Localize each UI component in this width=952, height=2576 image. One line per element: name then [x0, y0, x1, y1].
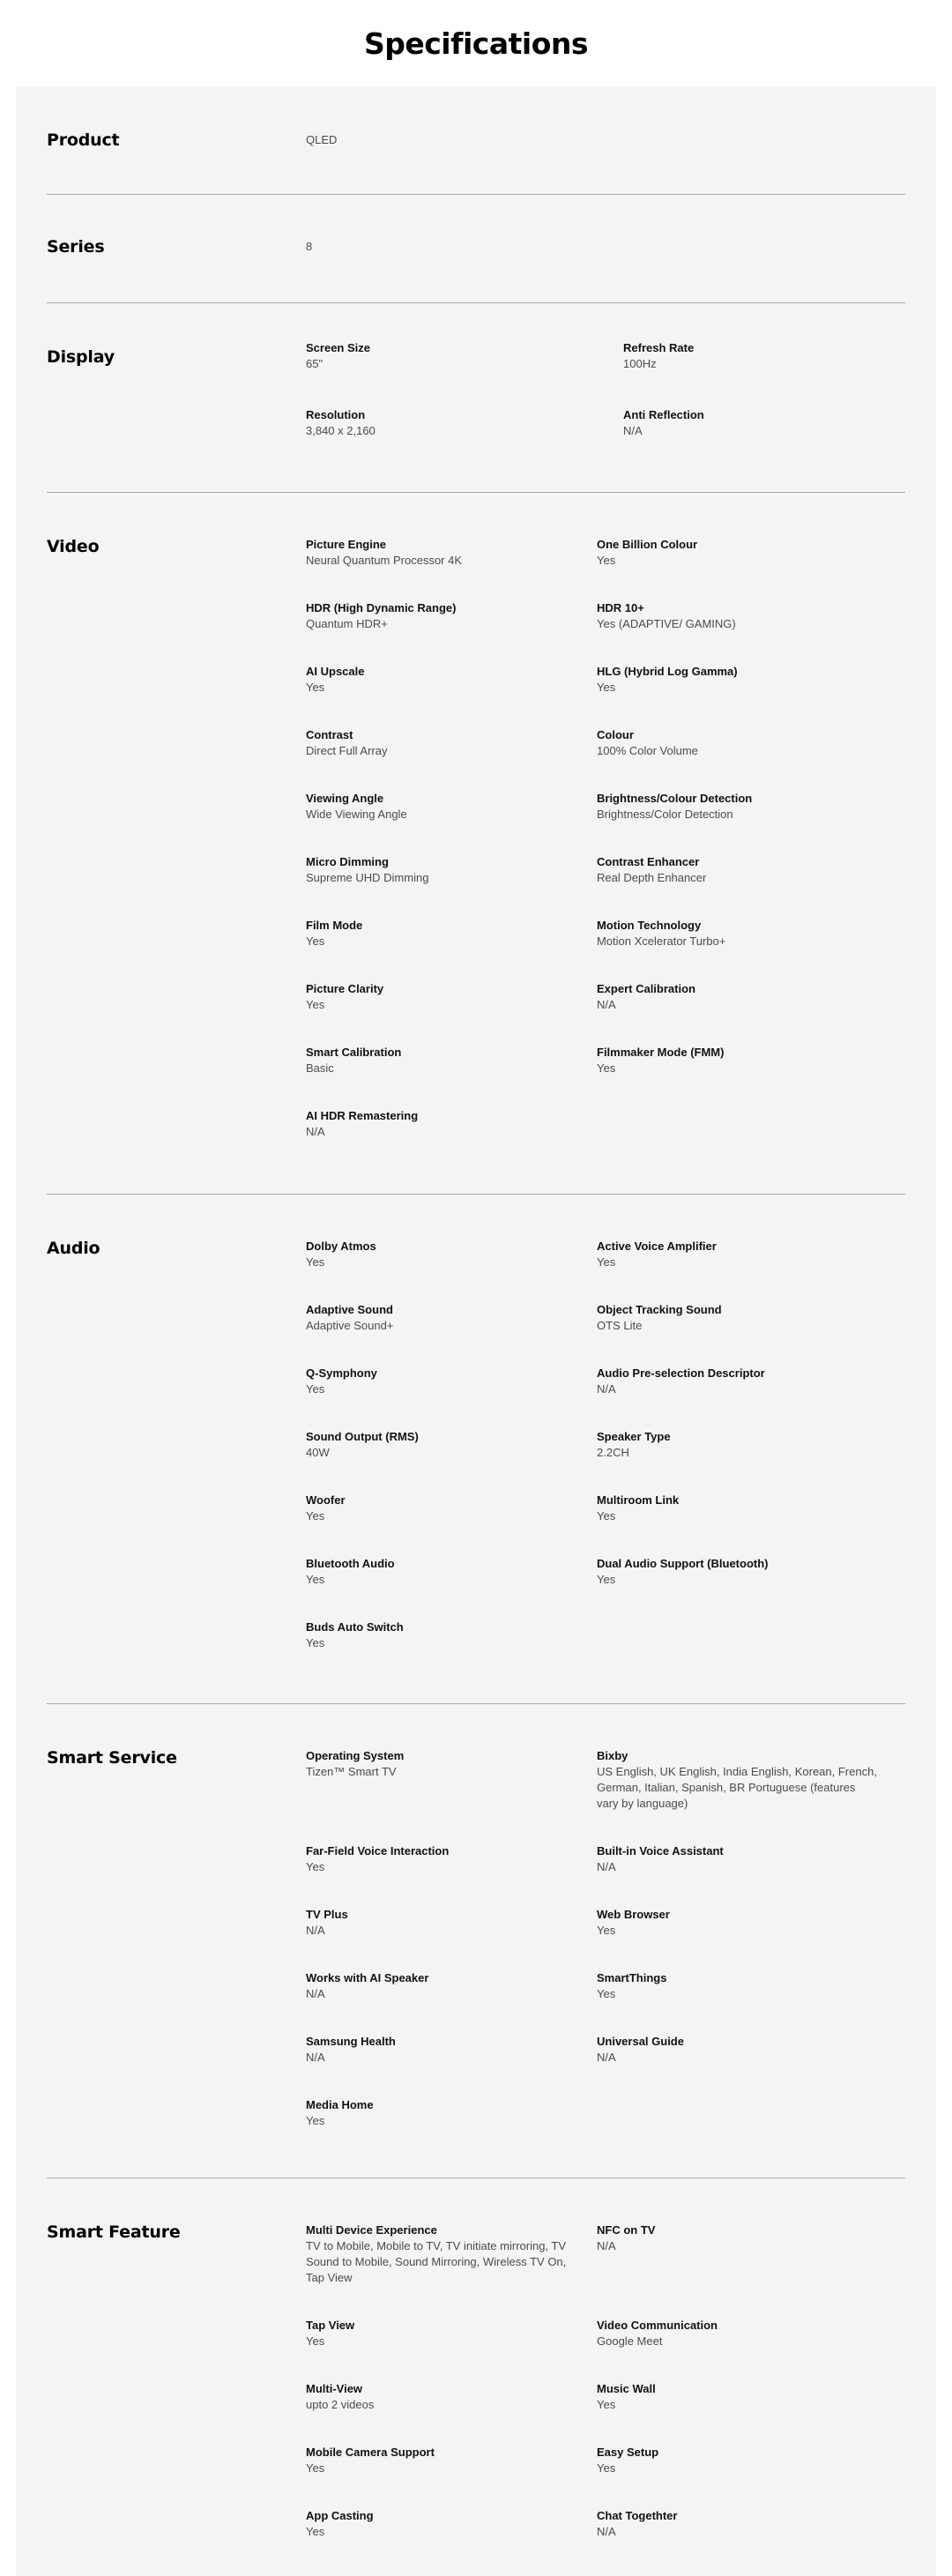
spec-value: N/A — [306, 1125, 325, 1138]
spec-value: Motion Xcelerator Turbo+ — [597, 934, 726, 948]
spec-value: N/A — [597, 1860, 616, 1873]
spec-value: Yes — [306, 1573, 325, 1586]
spec-value: N/A — [597, 2239, 616, 2252]
spec-value: QLED — [306, 133, 338, 146]
spec-item — [306, 1619, 570, 1651]
spec-value: 8 — [306, 240, 313, 253]
spec-item — [306, 1748, 570, 1780]
spec-label: Motion Technology — [597, 919, 702, 932]
spec-item — [306, 918, 570, 949]
spec-value: N/A — [597, 998, 616, 1011]
spec-item — [306, 1843, 570, 1875]
spec-item — [597, 727, 879, 759]
spec-value: Yes — [597, 1924, 616, 1937]
spec-item — [597, 1239, 879, 1270]
spec-value: Yes — [306, 2461, 325, 2475]
spec-value: OTS Lite — [597, 1319, 643, 1332]
spec-label: Far-Field Voice Interaction — [306, 1844, 450, 1858]
spec-item — [306, 1493, 570, 1524]
spec-label: Smart Calibration — [306, 1046, 402, 1059]
spec-label: Film Mode — [306, 919, 363, 932]
spec-value: Basic — [306, 1061, 334, 1075]
spec-value: Yes — [306, 998, 325, 1011]
section-display — [47, 303, 905, 493]
spec-value: TV to Mobile, Mobile to TV, TV initiate mirroring, TV Sound to Mobile, Sound Mirroring, Wireless TV On, Tap View — [306, 2239, 567, 2284]
spec-label: Web Browser — [597, 1908, 670, 1921]
spec-value: N/A — [597, 2525, 616, 2538]
spec-item — [597, 1556, 879, 1588]
spec-item — [597, 1493, 879, 1524]
spec-label: AI Upscale — [306, 665, 365, 678]
spec-item — [306, 2318, 570, 2349]
spec-value: Yes — [306, 934, 325, 948]
spec-label: Multiroom Link — [597, 1493, 680, 1507]
spec-label: HDR 10+ — [597, 601, 644, 614]
spec-item — [597, 1366, 879, 1397]
spec-label: Tap View — [306, 2319, 355, 2332]
spec-item — [597, 1045, 879, 1076]
spec-value: Yes — [597, 2398, 616, 2411]
spec-value: 2.2CH — [597, 1446, 629, 1459]
spec-value: Yes — [597, 2461, 616, 2475]
spec-label: Anti Reflection — [623, 408, 704, 421]
spec-item — [597, 2034, 879, 2066]
spec-value: Real Depth Enhancer — [597, 871, 707, 884]
section-series — [47, 195, 905, 303]
section-title: Product — [47, 130, 120, 150]
spec-value: Yes — [306, 681, 325, 694]
spec-item — [306, 2034, 570, 2066]
section-title: Smart Feature — [47, 2222, 181, 2242]
spec-value: N/A — [597, 1382, 616, 1396]
spec-item — [597, 791, 879, 823]
spec-label: Active Voice Amplifier — [597, 1240, 717, 1253]
spec-label: Viewing Angle — [306, 792, 384, 805]
spec-value: Brightness/Color Detection — [597, 808, 733, 821]
spec-label: Operating System — [306, 1749, 405, 1762]
spec-label: Brightness/Colour Detection — [597, 792, 753, 805]
spec-value: Yes — [597, 554, 616, 567]
spec-item — [306, 600, 570, 632]
spec-item — [597, 1429, 879, 1461]
spec-value: Yes — [597, 1509, 616, 1523]
section-product — [47, 86, 905, 195]
spec-value: 100% Color Volume — [597, 744, 698, 757]
spec-label: Buds Auto Switch — [306, 1620, 404, 1634]
spec-label: Built-in Voice Assistant — [597, 1844, 724, 1858]
spec-label: Bixby — [597, 1749, 628, 1762]
spec-label: Speaker Type — [597, 1430, 671, 1443]
spec-value: Direct Full Array — [306, 744, 388, 757]
spec-value: US English, UK English, India English, Korean, French, German, Italian, Spanish, BR Portuguese (features vary by language) — [597, 1765, 877, 1810]
spec-label: Expert Calibration — [597, 982, 695, 995]
section-title: Video — [47, 537, 100, 556]
spec-item — [597, 1302, 879, 1334]
spec-value: Yes (ADAPTIVE/ GAMING) — [597, 617, 736, 630]
spec-item — [306, 1970, 570, 2002]
spec-label: Media Home — [306, 2098, 374, 2111]
spec-label: Chat Togethter — [597, 2509, 678, 2522]
spec-value: Tizen™ Smart TV — [306, 1765, 397, 1778]
spec-label: Filmmaker Mode (FMM) — [597, 1046, 725, 1059]
spec-label: Refresh Rate — [623, 341, 695, 354]
section-title: Display — [47, 347, 115, 367]
spec-item — [306, 1108, 570, 1140]
spec-value: Yes — [306, 1860, 325, 1873]
spec-value: N/A — [306, 1924, 325, 1937]
section-title: Smart Service — [47, 1748, 177, 1768]
spec-label: Dual Audio Support (Bluetooth) — [597, 1557, 769, 1570]
spec-item — [597, 2508, 879, 2540]
spec-item — [597, 600, 879, 632]
spec-item — [306, 1556, 570, 1588]
spec-item — [306, 1366, 570, 1397]
spec-label: Colour — [597, 728, 634, 741]
spec-label: Adaptive Sound — [306, 1303, 393, 1316]
spec-item — [306, 407, 570, 439]
spec-label: Picture Engine — [306, 538, 387, 551]
spec-label: Video Communication — [597, 2319, 718, 2332]
spec-label: Object Tracking Sound — [597, 1303, 722, 1316]
spec-item — [306, 239, 747, 255]
spec-label: One Billion Colour — [597, 538, 698, 551]
spec-value: Yes — [306, 2114, 325, 2127]
spec-item — [597, 537, 879, 569]
spec-value: N/A — [623, 424, 643, 437]
spec-item — [597, 854, 879, 886]
spec-item — [306, 1429, 570, 1461]
spec-item — [306, 791, 570, 823]
spec-value: 40W — [306, 1446, 330, 1459]
spec-item — [597, 2445, 879, 2476]
spec-label: Works with AI Speaker — [306, 1971, 429, 1984]
spec-value: Neural Quantum Processor 4K — [306, 554, 463, 567]
spec-label: Q-Symphony — [306, 1366, 377, 1380]
spec-label: SmartThings — [597, 1971, 667, 1984]
spec-label: Multi-View — [306, 2382, 363, 2395]
spec-value: Quantum HDR+ — [306, 617, 388, 630]
spec-item — [306, 981, 570, 1013]
spec-label: Resolution — [306, 408, 366, 421]
spec-label: Picture Clarity — [306, 982, 384, 995]
spec-label: TV Plus — [306, 1908, 348, 1921]
spec-label: Universal Guide — [597, 2035, 684, 2048]
spec-value: Yes — [306, 1509, 325, 1523]
spec-item — [306, 854, 570, 886]
spec-item — [306, 2381, 570, 2413]
section-title: Series — [47, 237, 105, 257]
spec-value: Wide Viewing Angle — [306, 808, 407, 821]
spec-item — [597, 1843, 879, 1875]
spec-value: Yes — [597, 1061, 616, 1075]
spec-item — [306, 1907, 570, 1939]
spec-label: Music Wall — [597, 2382, 656, 2395]
page-title: Specifications — [363, 26, 589, 61]
spec-item — [306, 1045, 570, 1076]
spec-item — [597, 1970, 879, 2002]
spec-item — [306, 727, 570, 759]
spec-label: HDR (High Dynamic Range) — [306, 601, 457, 614]
spec-label: Micro Dimming — [306, 855, 389, 868]
spec-label: Bluetooth Audio — [306, 1557, 395, 1570]
spec-item — [597, 2222, 879, 2254]
spec-value: N/A — [306, 1987, 325, 2000]
spec-item — [306, 2445, 570, 2476]
specifications-panel — [16, 86, 936, 2576]
spec-item — [306, 2097, 570, 2129]
spec-label: Easy Setup — [597, 2446, 659, 2459]
spec-value: Yes — [306, 1636, 325, 1649]
spec-label: AI HDR Remastering — [306, 1109, 419, 1122]
spec-item — [623, 340, 905, 372]
spec-item — [306, 1239, 570, 1270]
spec-label: Mobile Camera Support — [306, 2446, 435, 2459]
spec-value: Yes — [597, 1573, 616, 1586]
spec-item — [597, 981, 879, 1013]
spec-value: N/A — [306, 2051, 325, 2064]
spec-item — [623, 407, 905, 439]
section-smart-feature — [47, 2178, 905, 2576]
spec-item — [306, 2508, 570, 2540]
spec-item — [597, 664, 879, 696]
spec-item — [597, 1748, 879, 1812]
spec-item — [306, 340, 570, 372]
spec-value: 65" — [306, 357, 324, 370]
spec-label: App Casting — [306, 2509, 374, 2522]
section-audio — [47, 1195, 905, 1704]
section-title: Audio — [47, 1239, 100, 1258]
spec-item — [306, 664, 570, 696]
spec-item — [306, 1302, 570, 1334]
spec-label: Sound Output (RMS) — [306, 1430, 419, 1443]
spec-label: HLG (Hybrid Log Gamma) — [597, 665, 738, 678]
spec-value: Yes — [306, 1255, 325, 1269]
spec-item — [597, 918, 879, 949]
spec-item — [306, 537, 570, 569]
spec-item — [597, 1907, 879, 1939]
spec-item — [597, 2381, 879, 2413]
spec-value: Yes — [306, 1382, 325, 1396]
spec-label: NFC on TV — [597, 2223, 656, 2237]
spec-value: 3,840 x 2,160 — [306, 424, 376, 437]
spec-label: Screen Size — [306, 341, 370, 354]
spec-label: Audio Pre-selection Descriptor — [597, 1366, 765, 1380]
spec-value: Yes — [597, 681, 616, 694]
spec-value: Google Meet — [597, 2334, 663, 2348]
spec-label: Multi Device Experience — [306, 2223, 437, 2237]
spec-value: Yes — [306, 2334, 325, 2348]
spec-label: Woofer — [306, 1493, 346, 1507]
spec-value: 100Hz — [623, 357, 657, 370]
spec-value: N/A — [597, 2051, 616, 2064]
spec-value: Yes — [597, 1255, 616, 1269]
spec-label: Contrast — [306, 728, 353, 741]
spec-item — [306, 2222, 570, 2286]
spec-value: upto 2 videos — [306, 2398, 375, 2411]
spec-label: Contrast Enhancer — [597, 855, 700, 868]
section-video — [47, 493, 905, 1195]
section-smart-service — [47, 1704, 905, 2178]
spec-value: Yes — [597, 1987, 616, 2000]
spec-label: Dolby Atmos — [306, 1240, 376, 1253]
spec-label: Samsung Health — [306, 2035, 396, 2048]
spec-item — [597, 2318, 879, 2349]
spec-value: Adaptive Sound+ — [306, 1319, 394, 1332]
spec-value: Supreme UHD Dimming — [306, 871, 429, 884]
spec-value: Yes — [306, 2525, 325, 2538]
spec-item — [306, 132, 747, 148]
